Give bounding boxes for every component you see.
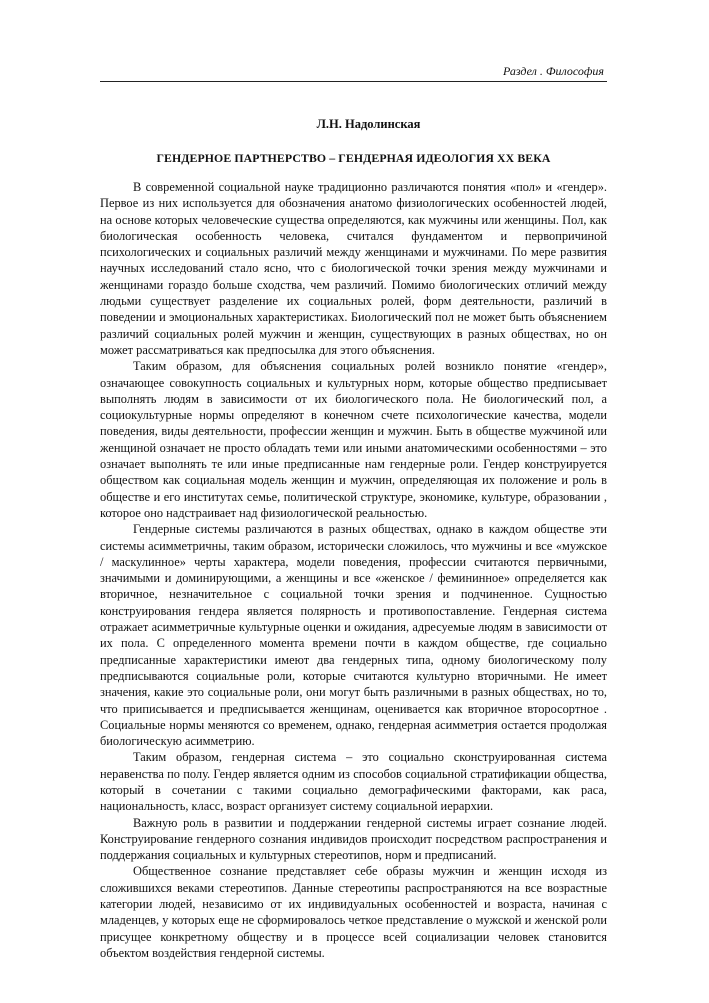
paragraph: Гендерные системы различаются в разных обществах, однако в каждом обществе эти системы асимметричны, таким образом, исторически сложилось, что мужчины и все «мужское / маскулинное» черты характера, модели поведения, профессии считаются первичными, значимыми и доминирующими, а женщины и все «женское / фемининное» определяется как вторичное, незначительное с социальной точки зрения и подчиненное. Сущностью конструирования гендера является полярность и противопоставление. Гендерная система отражает асимметричные культурные оценки и ожидания, адресуемые людям в зависимости от их пола. С определенного момента времени почти в каждом обществе, где социально предписанные характеристики имеют два гендерных типа, одному биологическому полу предписываются социальные роли, которые считаются культурно вторичными. Не имеет значения, какие это социальные роли, они могут быть различными в разных обществах, но то, что приписывается и предписывается женщинам, оценивается как вторичное второсортное . Социальные нормы меняются со временем, однако, гендерная асимметрия остается продолжая биологическую асимметрию. — [100, 522, 607, 749]
paragraph: В современной социальной науке традиционно различаются понятия «пол» и «гендер». Первое из них используется для обозначения анатомо физиологических особенностей людей, на основе которых человеческие существа определяются, как мужчины или женщины. Пол, как биологическая особенность человека, считался фундаментом и первопричиной психологических и социальных различий между женщинами и мужчинами. По мере развития научных исследований стало ясно, что с биологической точки зрения между мужчинами и женщинами гораздо больше сходства, чем различий. Помимо биологических отличий между людьми существует разделение их социальных ролей, форм деятельности, различий в поведении и эмоциональных характеристиках. Биологический пол не может быть объяснением различий социальных ролей мужчин и женщин, существующих в разных обществах, но он может рассматриваться как предпосылка для этого объяснения. — [100, 180, 607, 357]
header-rule — [100, 81, 607, 82]
running-header: Раздел . Философия — [502, 64, 604, 78]
article-body — [100, 179, 607, 961]
paragraph: Общественное сознание представляет себе образы мужчин и женщин исходя из сложившихся веками стереотипов. Данные стереотипы распространяются на все возрастные категории людей, независимо от их индивидуальных особенностей и возраста, начиная с младенцев, у которых еще не сформировалось четкое представление о мужской и женской роли присущее конкретному обществу и в процессе всей социализации человек становится объектом воздействия гендерной системы. — [100, 864, 607, 960]
paragraph: Таким образом, для объяснения социальных ролей возникло понятие «гендер», означающее совокупность социальных и культурных норм, которые общество предписывает выполнять людям в зависимости от их биологического пола. Не биологический пол, а социокультурные нормы определяют в конечном счете психологические качества, модели поведения, виды деятельности, профессии женщин и мужчин. Быть в обществе мужчиной или женщиной означает не просто обладать теми или иными анатомическими особенностями – это означает выполнять те или иные предписанные нам гендерные роли. Гендер конструируется обществом как социальная модель женщин и мужчин, определяющая их положение и роль в обществе и его институтах семье, политической структуре, экономике, культуре, образовании , которое оно надстраивает над физиологической реальностью. — [100, 359, 607, 520]
author-name: Л.Н. Надолинская — [316, 117, 421, 131]
paragraph: Таким образом, гендерная система – это социально сконструированная система неравенства по полу. Гендер является одним из способов социальной стратификации общества, который в сочетании с такими социально демографическими факторами, как раса, национальность, класс, возраст организует систему социальной иерархии. — [100, 750, 607, 814]
paragraph: Важную роль в развитии и поддержании гендерной системы играет сознание людей. Конструирование гендерного сознания индивидов происходит посредством распространения и поддержания социальных и культурных стереотипов, норм и предписаний. — [100, 815, 607, 863]
article-title: ГЕНДЕРНОЕ ПАРТНЕРСТВО – ГЕНДЕРНАЯ ИДЕОЛОГИЯ XX ВЕКА — [156, 151, 551, 165]
